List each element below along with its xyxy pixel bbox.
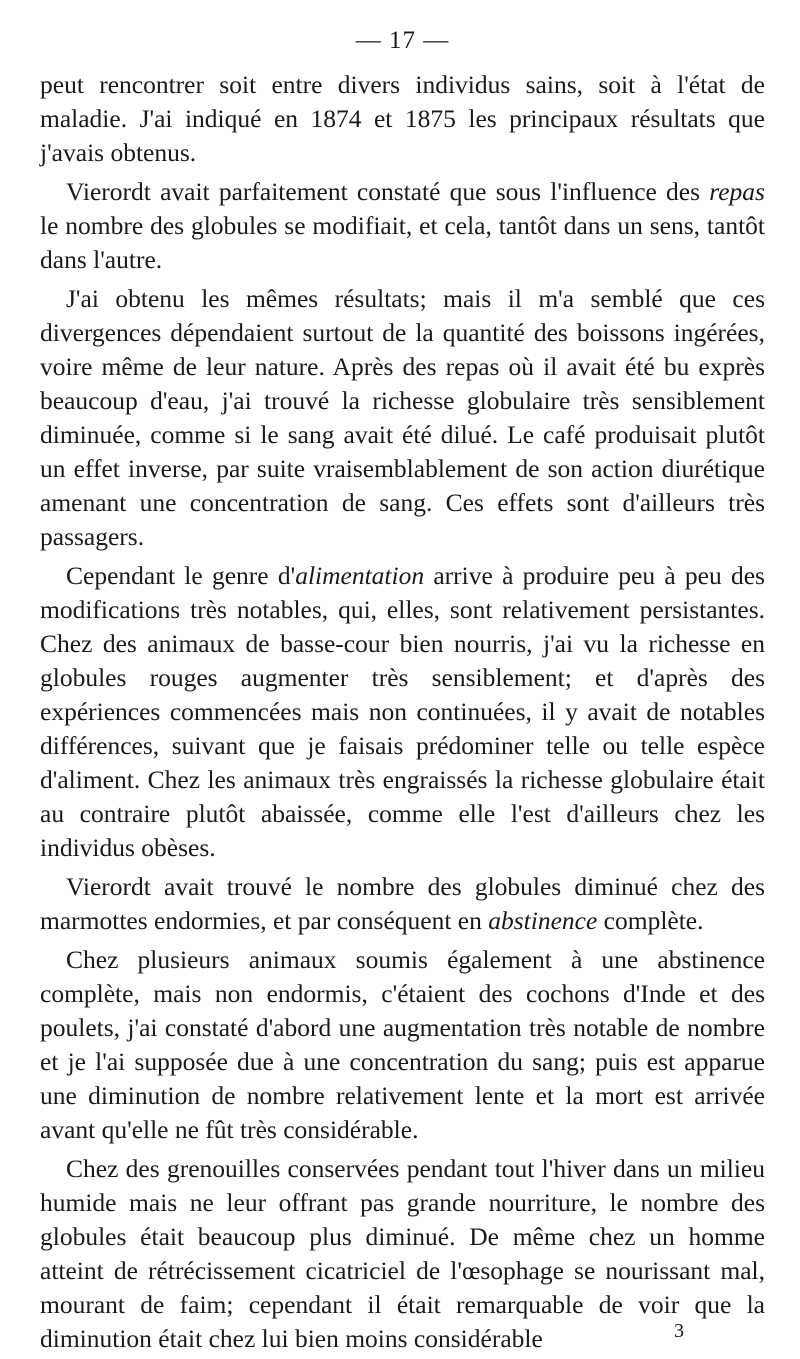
paragraph-text: Vierordt avait trouvé le nombre des globules diminué chez des marmottes endormies, et par conséquent en [40,872,765,935]
paragraph-2 [40,175,765,277]
paragraph-text: Chez des grenouilles conservées pendant tout l'hiver dans un milieu humide mais ne leur offrant pas grande nourriture, le nombre des globules était beaucoup plus diminué. De même chez un homme atteint de rétrécissement cicatriciel de l'œsophage se nourissant mal, mourant de faim; cependant il était remarquable de voir que la diminution était chez lui bien moins considérable [40,1154,765,1353]
paragraph-text: Chez plusieurs animaux soumis également à une abstinence complète, mais non endormis, c'étaient des cochons d'Inde et des poulets, j'ai constaté d'abord une augmentation très notable de nombre et je l'ai supposée due à une concentration du sang; puis est apparue une diminution de nombre relativement lente et la mort est arrivée avant qu'elle ne fût très considérable. [40,945,765,1144]
paragraph-text: Cependant le genre d' [66,561,296,590]
paragraph-text: complète. [597,906,704,935]
paragraph-text: le nombre des globules se modifiait, et cela, tantôt dans un sens, tantôt dans l'autre. [40,211,765,274]
paragraph-4 [40,559,765,865]
paragraph-text: J'ai obtenu les mêmes résultats; mais il m'a semblé que ces divergences dépendaient surtout de la quantité des boissons ingérées, voire même de leur nature. Après des repas où il avait été bu exprès beaucoup d'eau, j'ai trouvé la richesse globulaire très sensiblement diminuée, comme si le sang avait été dilué. Le café produisait plutôt un effet inverse, par suite vraisemblablement de son action diurétique amenant une concentration de sang. Ces effets sont d'ailleurs très passagers. [40,284,765,551]
paragraph-5 [40,870,765,938]
paragraph-text: Vierordt avait parfaitement constaté que sous l'influence des [66,177,710,206]
italic-term-alimentation: alimentation [295,561,425,590]
signature-mark: 3 [674,1320,684,1342]
paragraph-7 [40,1152,765,1356]
page-body [40,18,765,1356]
paragraph-1 [40,68,765,170]
paragraph-text: arrive à produire peu à peu des modifications très notables, qui, elles, sont relativement persistantes. Chez des animaux de basse-cour bien nourris, j'ai vu la richesse en globules rouges augmenter très sensiblement; et d'après des expériences commencées mais non continuées, il y avait de notables différences, suivant que je faisais prédominer telle ou telle espèce d'aliment. Chez les animaux très engraissés la richesse globulaire était au contraire plutôt abaissée, comme elle l'est d'ailleurs chez les individus obèses. [40,561,765,862]
paragraph-text: peut rencontrer soit entre divers individus sains, soit à l'état de maladie. J'ai indiqué en 1874 et 1875 les principaux résultats que j'avais obtenus. [40,70,765,167]
italic-term-abstinence: abstinence [488,906,598,935]
italic-term-repas: repas [709,177,765,206]
paragraph-6 [40,943,765,1147]
page-number: — 17 — [355,27,450,54]
paragraph-3 [40,282,765,554]
